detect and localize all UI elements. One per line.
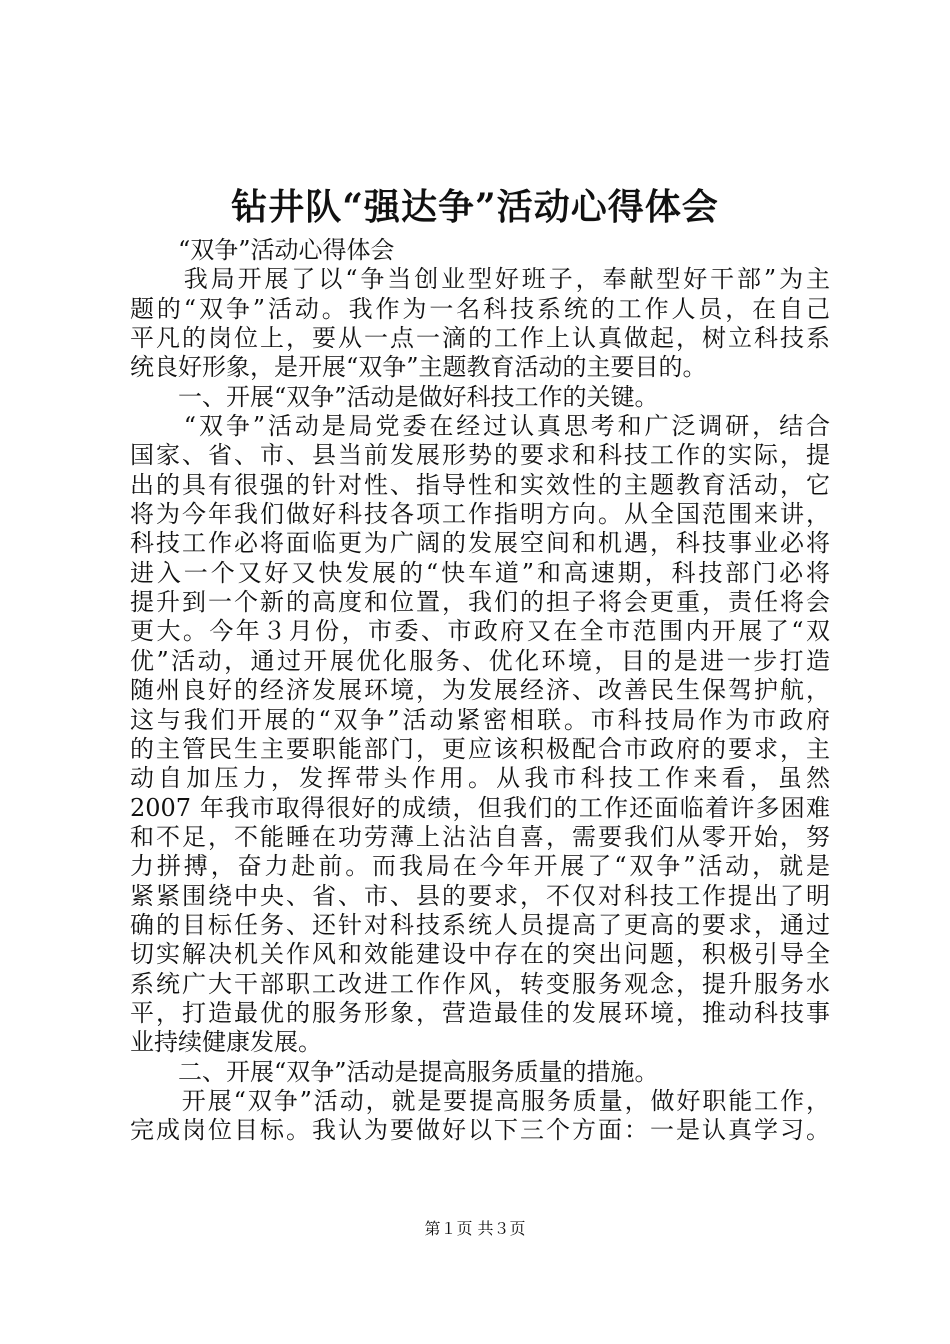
text-line: 系统广大干部职工改进工作作风，转变服务观念，提升服务水 xyxy=(130,969,830,998)
text-line: 提升到一个新的高度和位置，我们的担子将会更重，责任将会 xyxy=(130,588,830,617)
text-line: 将为今年我们做好科技各项工作指明方向。从全国范围来讲， xyxy=(130,500,830,529)
text-line: 平凡的岗位上，要从一点一滴的工作上认真做起，树立科技系 xyxy=(130,324,830,353)
text-line: 完成岗位目标。我认为要做好以下三个方面：一是认真学习。 xyxy=(130,1116,830,1145)
text-line: 2007 年我市取得很好的成绩，但我们的工作还面临着许多困难 xyxy=(130,793,830,822)
text-line: 优”活动，通过开展优化服务、优化环境，目的是进一步打造 xyxy=(130,646,830,675)
text-line: 的主管民生主要职能部门，更应该积极配合市政府的要求，主 xyxy=(130,734,830,763)
text-line: 题的“双争”活动。我作为一名科技系统的工作人员，在自己 xyxy=(130,294,830,323)
text-line: 开展“双争”活动，就是要提高服务质量，做好职能工作， xyxy=(130,1086,830,1115)
text-line: 业持续健康发展。 xyxy=(130,1028,322,1057)
text-line: 力拼搏，奋力赴前。而我局在今年开展了“双争”活动，就是 xyxy=(130,852,830,881)
text-line: 动自加压力，发挥带头作用。从我市科技工作来看，虽然 xyxy=(130,764,830,793)
page-footer: 第１页 共３页 xyxy=(424,1219,526,1238)
document-body xyxy=(130,236,830,1146)
text-line: 和不足，不能睡在功劳薄上沾沾自喜，需要我们从零开始，努 xyxy=(130,822,830,851)
document-title: 钻井队“强达争”活动心得体会 xyxy=(231,186,719,228)
text-line: 统良好形象，是开展“双争”主题教育活动的主要目的。 xyxy=(130,353,707,382)
text-line: 进入一个又好又快发展的“快车道”和高速期，科技部门必将 xyxy=(130,558,830,587)
text-line: 科技工作必将面临更为广阔的发展空间和机遇，科技事业必将 xyxy=(130,529,830,558)
section-heading-2: 二、开展“双争”活动是提高服务质量的措施。 xyxy=(130,1057,659,1086)
text-line: “双争”活动是局党委在经过认真思考和广泛调研，结合 xyxy=(130,412,830,441)
text-line: 出的具有很强的针对性、指导性和实效性的主题教育活动，它 xyxy=(130,470,830,499)
subtitle-line: “双争”活动心得体会 xyxy=(130,236,395,264)
text-line: 国家、省、市、县当前发展形势的要求和科技工作的实际，提 xyxy=(130,441,830,470)
text-line: 平，打造最优的服务形象，营造最佳的发展环境，推动科技事 xyxy=(130,998,830,1027)
text-line: 确的目标任务、还针对科技系统人员提高了更高的要求，通过 xyxy=(130,910,830,939)
text-line: 这与我们开展的“双争”活动紧密相联。市科技局作为市政府 xyxy=(130,705,830,734)
text-line: 随州良好的经济发展环境，为发展经济、改善民生保驾护航， xyxy=(130,676,830,705)
text-line: 更大。今年３月份，市委、市政府又在全市范围内开展了“双 xyxy=(130,617,830,646)
text-line: 我局开展了以“争当创业型好班子，奉献型好干部”为主 xyxy=(130,265,830,294)
text-line: 切实解决机关作风和效能建设中存在的突出问题，积极引导全 xyxy=(130,940,830,969)
text-line: 紧紧围绕中央、省、市、县的要求，不仅对科技工作提出了明 xyxy=(130,881,830,910)
section-heading-1: 一、开展“双争”活动是做好科技工作的关键。 xyxy=(130,382,659,411)
